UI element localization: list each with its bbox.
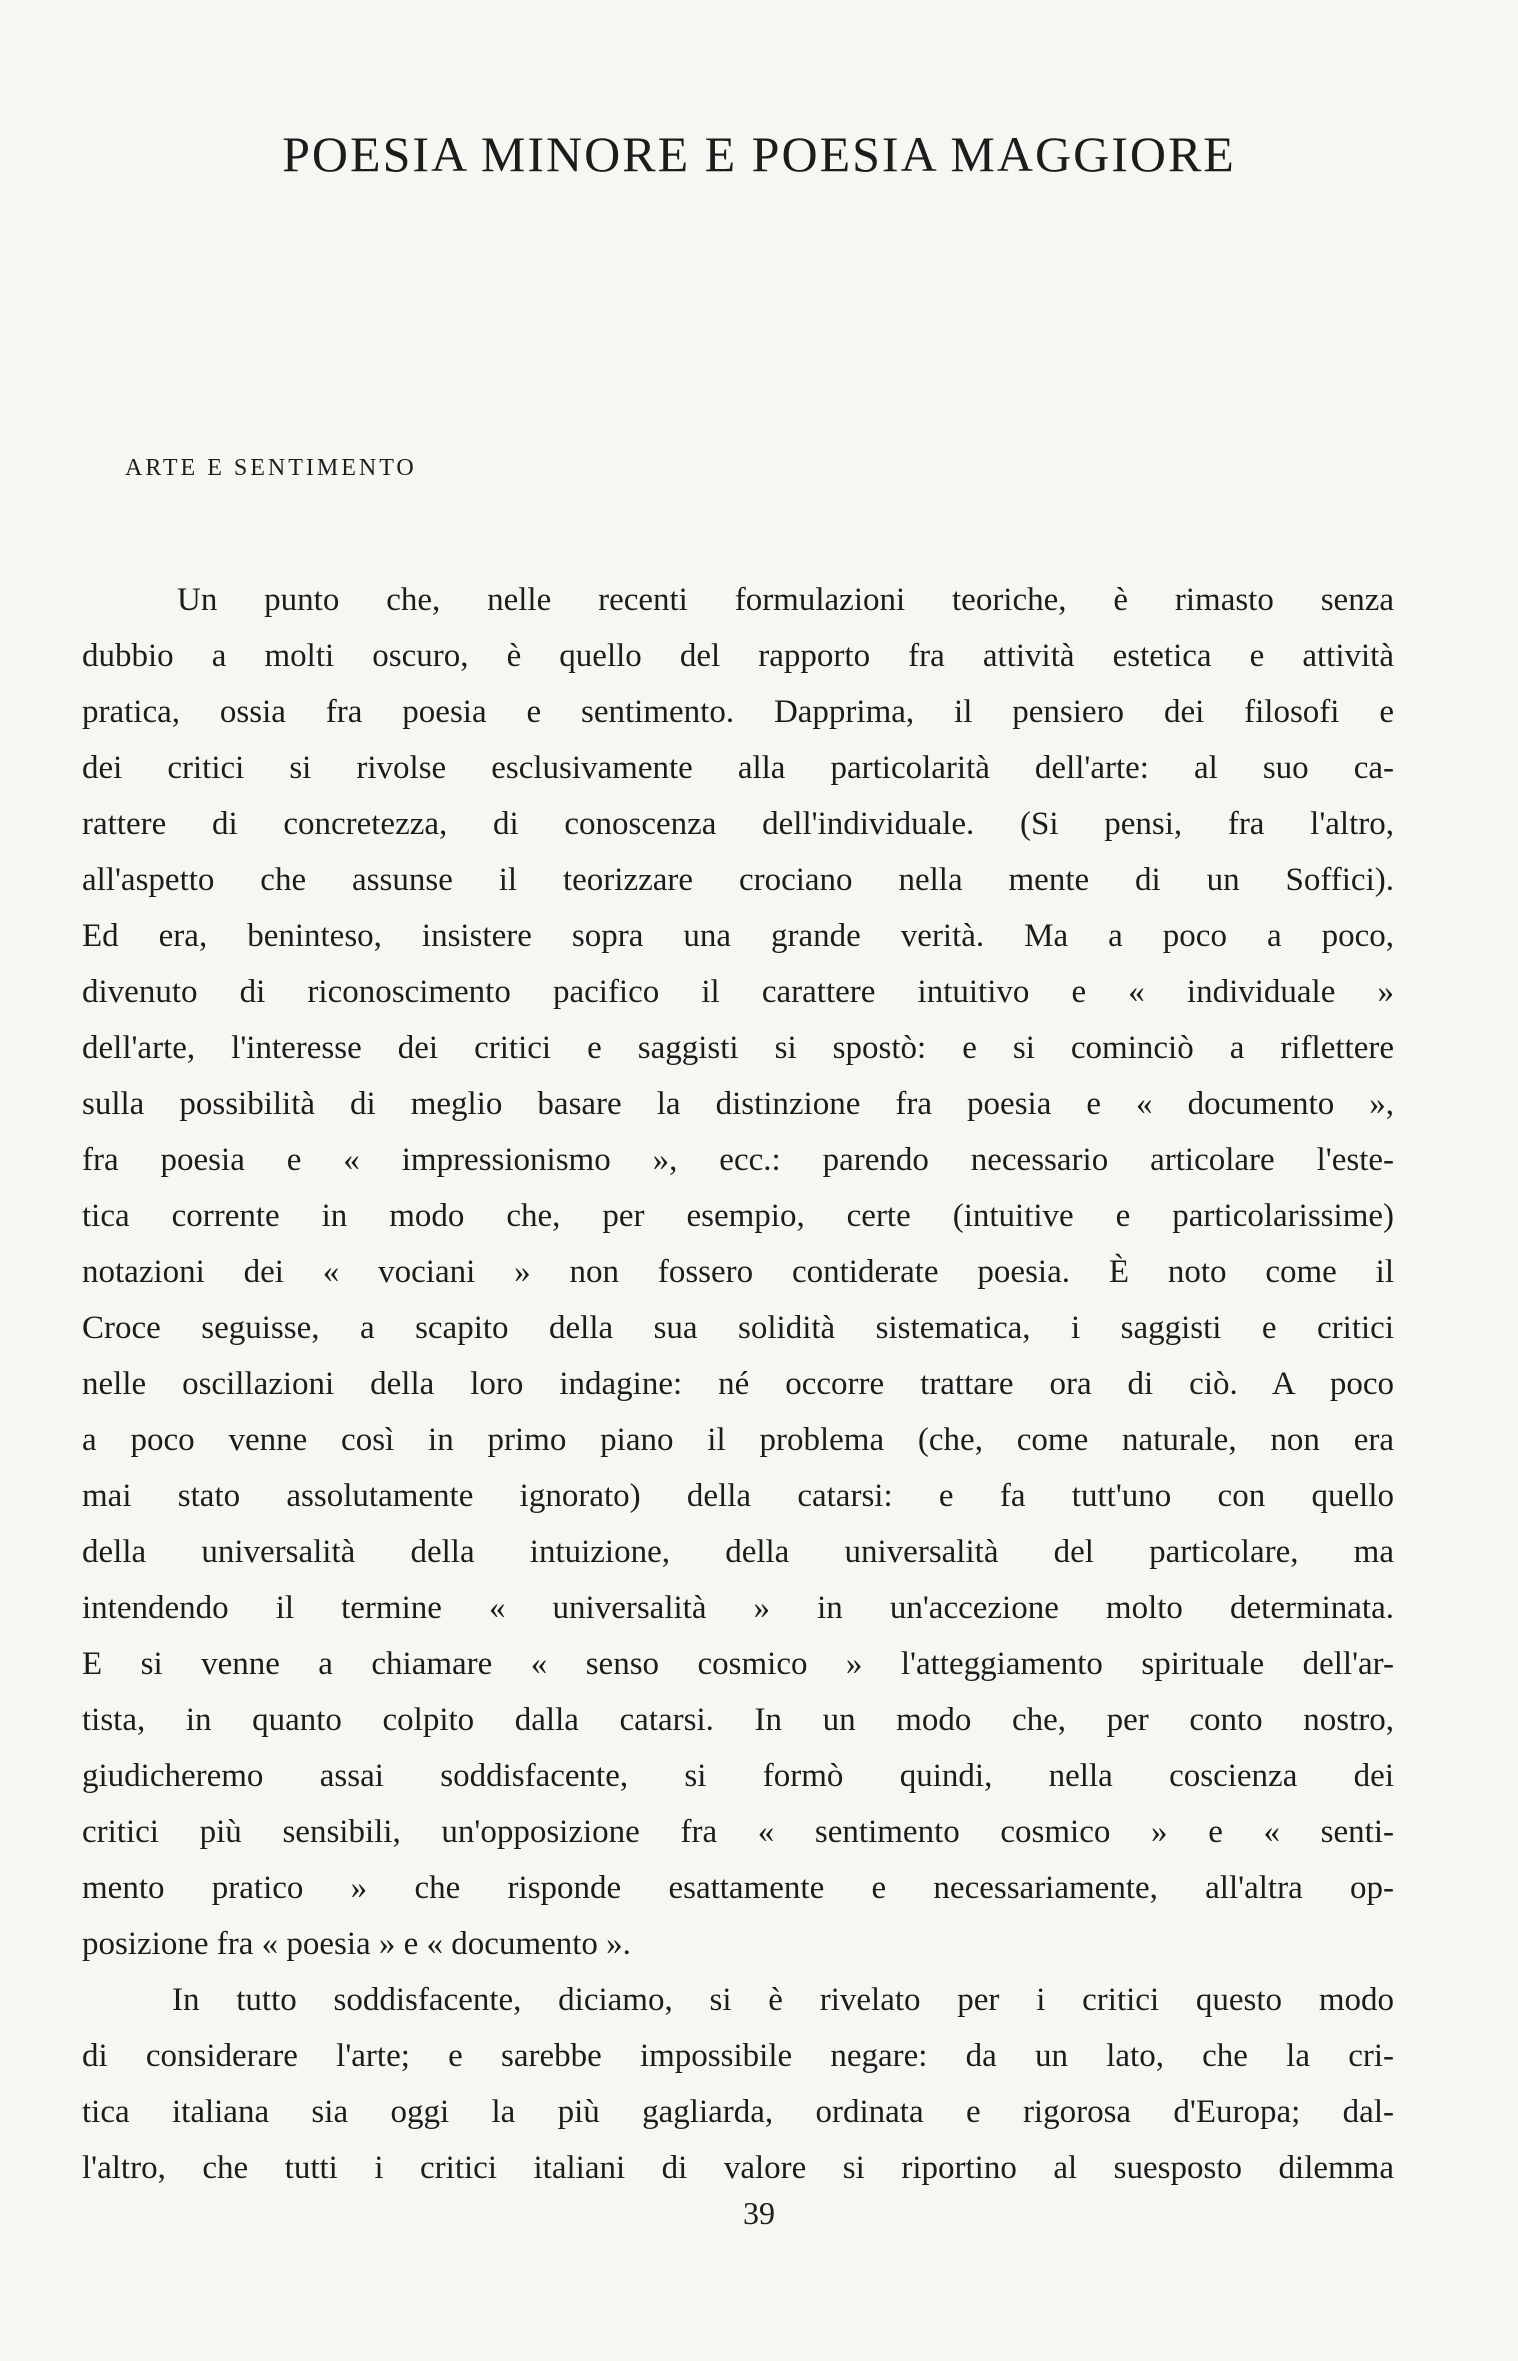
text-line: tista, in quanto colpito dalla catarsi. In un modo che, per conto nostro, [82,1702,1394,1738]
text-line: mai stato assolutamente ignorato) della catarsi: e fa tutt'uno con quello [82,1478,1394,1514]
text-line: dubbio a molti oscuro, è quello del rapporto fra attività estetica e attività [82,638,1394,674]
text-line: tica corrente in modo che, per esempio, certe (intuitive e particolarissime) [82,1198,1394,1234]
text-line: all'aspetto che assunse il teorizzare crociano nella mente di un Soffici). [82,862,1394,898]
text-line: Un punto che, nelle recenti formulazioni teoriche, è rimasto senza [177,582,1394,618]
text-line: tica italiana sia oggi la più gagliarda, ordinata e rigorosa d'Europa; dal- [82,2094,1394,2130]
text-line: intendendo il termine « universalità » in un'accezione molto determinata. [82,1590,1394,1626]
text-line: Ed era, beninteso, insistere sopra una grande verità. Ma a poco a poco, [82,918,1394,954]
body-text [82,572,1394,2196]
text-line: rattere di concretezza, di conoscenza dell'individuale. (Si pensi, fra l'altro, [82,806,1394,842]
text-line: dell'arte, l'interesse dei critici e saggisti si spostò: e si cominciò a riflettere [82,1030,1394,1066]
text-line: E si venne a chiamare « senso cosmico » l'atteggiamento spirituale dell'ar- [82,1646,1394,1682]
text-line: dei critici si rivolse esclusivamente alla particolarità dell'arte: al suo ca- [82,750,1394,786]
text-line: fra poesia e « impressionismo », ecc.: parendo necessario articolare l'este- [82,1142,1394,1178]
text-line: l'altro, che tutti i critici italiani di valore si riportino al suesposto dilemma [82,2150,1394,2186]
text-line: pratica, ossia fra poesia e sentimento. Dapprima, il pensiero dei filosofi e [82,694,1394,730]
page-number: 39 [743,2195,775,2231]
text-line: mento pratico » che risponde esattamente e necessariamente, all'altra op- [82,1870,1394,1906]
text-line: a poco venne così in primo piano il problema (che, come naturale, non era [82,1422,1394,1458]
text-line: della universalità della intuizione, della universalità del particolare, ma [82,1534,1394,1570]
text-line: notazioni dei « vociani » non fossero contiderate poesia. È noto come il [82,1254,1394,1290]
text-line: critici più sensibili, un'opposizione fra « sentimento cosmico » e « senti- [82,1814,1394,1850]
text-line: Croce seguisse, a scapito della sua solidità sistematica, i saggisti e critici [82,1310,1394,1346]
text-line: sulla possibilità di meglio basare la distinzione fra poesia e « documento », [82,1086,1394,1122]
text-line: posizione fra « poesia » e « documento ». [82,1926,631,1962]
text-line: giudicheremo assai soddisfacente, si formò quindi, nella coscienza dei [82,1758,1394,1794]
text-line: nelle oscillazioni della loro indagine: né occorre trattare ora di ciò. A poco [82,1366,1394,1402]
page-title: POESIA MINORE E POESIA MAGGIORE [282,126,1236,182]
text-line: In tutto soddisfacente, diciamo, si è rivelato per i critici questo modo [172,1982,1394,2018]
text-line: divenuto di riconoscimento pacifico il carattere intuitivo e « individuale » [82,974,1394,1010]
text-line: di considerare l'arte; e sarebbe impossibile negare: da un lato, che la cri- [82,2038,1394,2074]
section-heading: ARTE E SENTIMENTO [125,455,417,481]
